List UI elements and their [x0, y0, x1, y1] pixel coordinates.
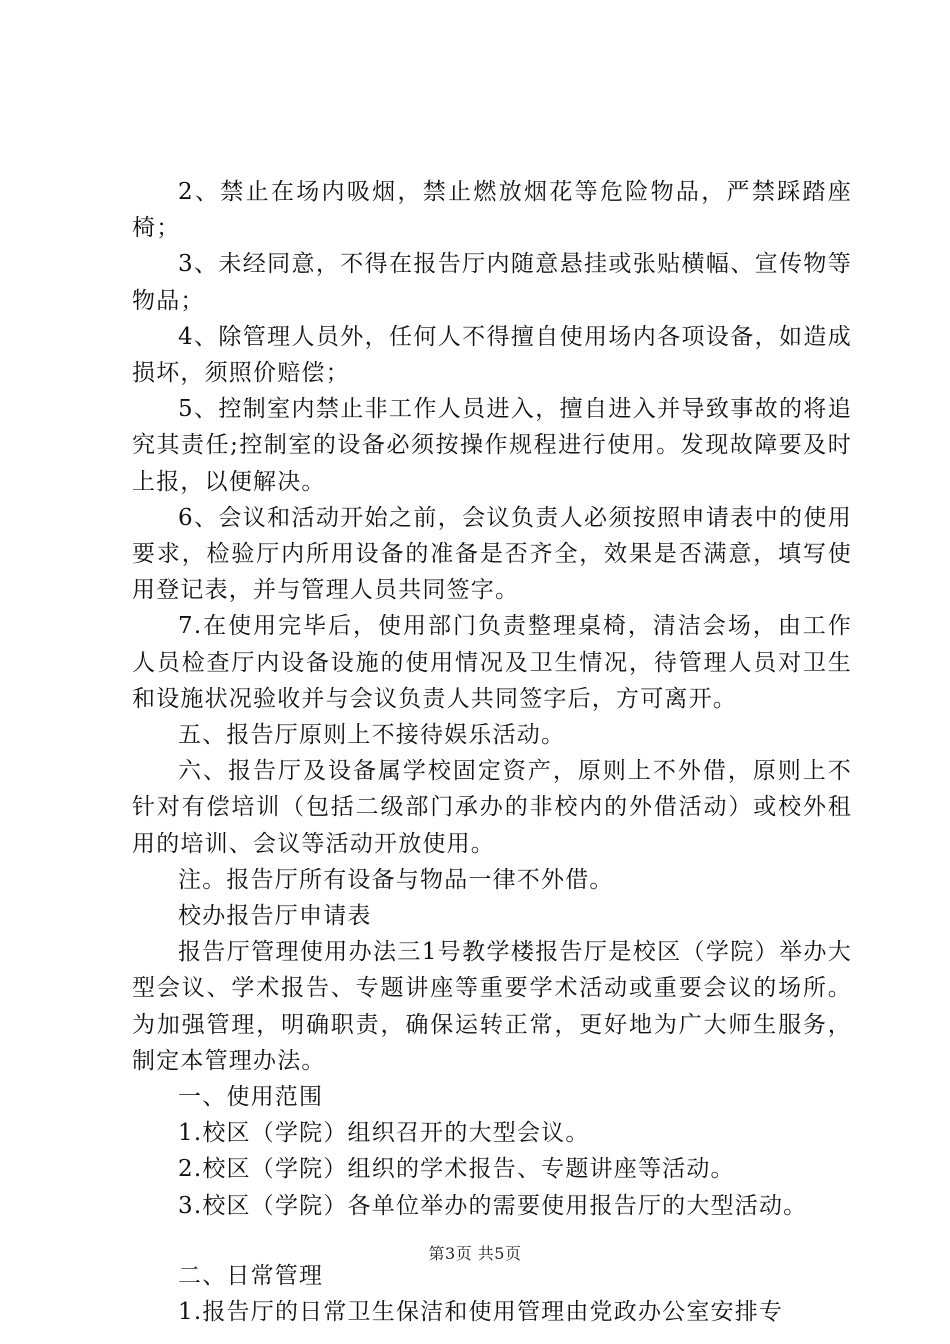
paragraph-rule-3: 3、未经同意，不得在报告厅内随意悬挂或张贴横幅、宣传物等物品；	[132, 251, 852, 314]
paragraph-rule-2: 2、禁止在场内吸烟，禁止燃放烟花等危险物品，严禁踩踏座椅；	[132, 179, 852, 242]
paragraph-daily-1: 1.报告厅的日常卫生保洁和使用管理由党政办公室安排专	[178, 1299, 784, 1326]
page-number-footer: 第3页 共5页	[428, 1244, 522, 1263]
paragraph-scope-3: 3.校区（学院）各单位举办的需要使用报告厅的大型活动。	[178, 1192, 808, 1219]
heading-scope: 一、使用范围	[178, 1084, 324, 1111]
paragraph-rule-5: 5、控制室内禁止非工作人员进入，擅自进入并导致事故的将追究其责任;控制室的设备必须按操作规程进行使用。发现故障要及时上报，以便解决。	[132, 396, 852, 495]
paragraph-scope-2: 2.校区（学院）组织的学术报告、专题讲座等活动。	[178, 1156, 735, 1183]
paragraph-scope-1: 1.校区（学院）组织召开的大型会议。	[178, 1120, 590, 1147]
paragraph-rule-4: 4、除管理人员外，任何人不得擅自使用场内各项设备，如造成损坏，须照价赔偿；	[132, 323, 852, 387]
paragraph-rule-7: 7.在使用完毕后，使用部门负责整理桌椅，清洁会场，由工作人员检查厅内设备设施的使用情况及卫生情况，待管理人员对卫生和设施状况验收并与会议负责人共同签字后，方可离开。	[132, 613, 852, 712]
paragraph-form-title: 校办报告厅申请表	[178, 903, 372, 930]
paragraph-section-5: 五、报告厅原则上不接待娱乐活动。	[178, 722, 566, 749]
paragraph-section-6: 六、报告厅及设备属学校固定资产，原则上不外借，原则上不针对有偿培训（包括二级部门承办的非校内的外借活动）或校外租用的培训、会议等活动开放使用。	[132, 758, 852, 857]
paragraph-note: 注。报告厅所有设备与物品一律不外借。	[178, 866, 614, 893]
heading-daily-management: 二、日常管理	[178, 1262, 324, 1289]
paragraph-intro: 报告厅管理使用办法三1号教学楼报告厅是校区（学院）举办大型会议、学术报告、专题讲座等重要学术活动或重要会议的场所。为加强管理，明确职责，确保运转正常，更好地为广大师生服务，制定本管理办法。	[132, 939, 852, 1074]
document-body	[132, 174, 852, 1330]
paragraph-rule-6: 6、会议和活动开始之前，会议负责人必须按照申请表中的使用要求，检验厅内所用设备的准备是否齐全，效果是否满意，填写使用登记表，并与管理人员共同签字。	[132, 504, 852, 604]
